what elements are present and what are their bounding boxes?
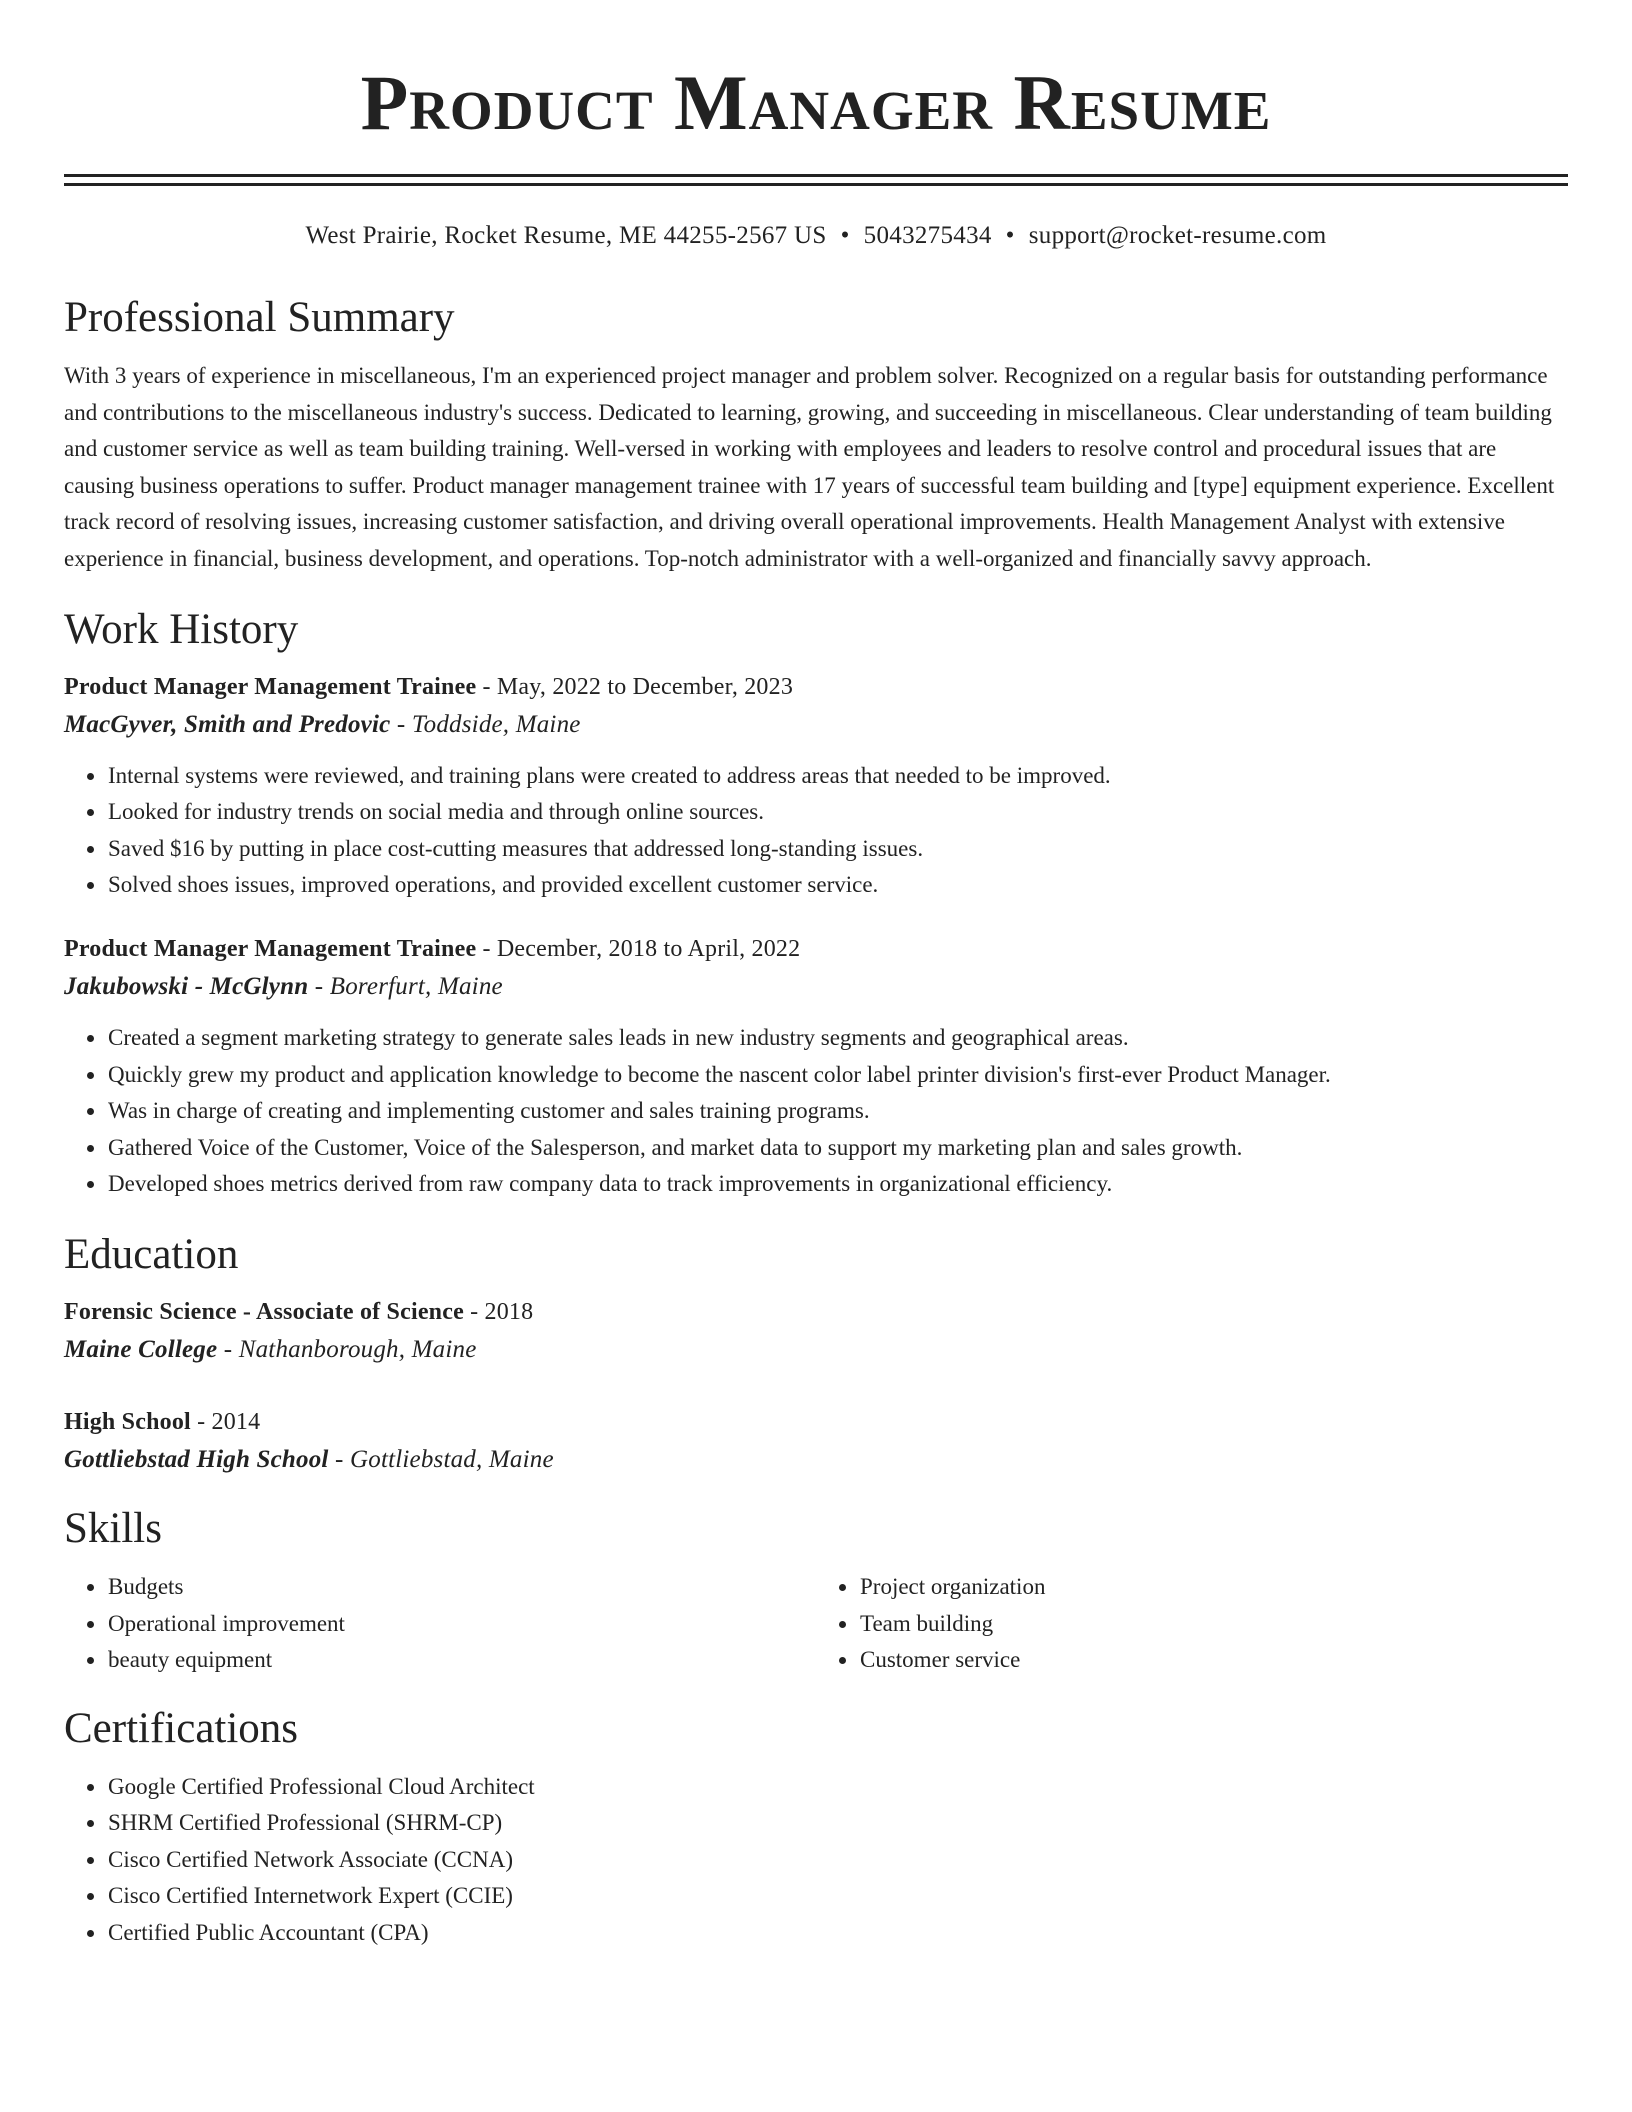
skill-item: • Customer service <box>859 1642 1568 1679</box>
job-dates: - May, 2022 to December, 2023 <box>476 673 794 700</box>
work-history-section <box>64 604 1568 1203</box>
education-location: - Gottliebstad, Maine <box>328 1445 554 1473</box>
job-duty: • Solved shoes issues, improved operations, and provided excellent customer service. <box>107 867 1568 904</box>
education-header <box>64 1293 1568 1331</box>
education-year: - 2014 <box>190 1408 261 1435</box>
certification-item: • Cisco Certified Network Associate (CCNA) <box>107 1842 1568 1879</box>
job-duty: • Looked for industry trends on social media and through online sources. <box>107 794 1568 831</box>
summary-section <box>64 292 1568 578</box>
skills-column-left <box>64 1569 816 1679</box>
contact-separator: • <box>1005 222 1015 249</box>
job-header <box>64 930 1568 968</box>
certifications-heading: Certifications <box>64 1704 299 1752</box>
skill-item: • Team building <box>859 1606 1568 1643</box>
job-company: Jakubowski - McGlynn <box>64 972 309 1000</box>
education-header <box>64 1403 1568 1441</box>
certifications-section <box>64 1703 1568 1952</box>
skills-list <box>816 1569 1568 1679</box>
certification-item: • Google Certified Professional Cloud Architect <box>107 1769 1568 1806</box>
education-degree: Forensic Science - Associate of Science <box>64 1298 464 1325</box>
skills-grid <box>64 1569 1568 1679</box>
title-rule-bottom <box>64 183 1568 186</box>
contact-separator: • <box>840 222 850 249</box>
job-title: Product Manager Management Trainee <box>64 673 477 700</box>
skill-item: • Project organization <box>859 1569 1568 1606</box>
education-institution <box>64 1441 1568 1479</box>
job-duty: • Was in charge of creating and implementing customer and sales training programs. <box>107 1093 1568 1130</box>
job-entry <box>64 930 1568 1203</box>
education-heading: Education <box>64 1230 239 1278</box>
job-title: Product Manager Management Trainee <box>64 935 477 962</box>
job-duty: • Created a segment marketing strategy to generate sales leads in new industry segments and geographical areas. <box>107 1020 1568 1057</box>
education-degree: High School <box>64 1408 191 1435</box>
job-employer <box>64 706 1568 744</box>
job-duty: • Quickly grew my product and application knowledge to become the nascent color label printer division's first-ever Product Manager. <box>107 1057 1568 1094</box>
education-section <box>64 1229 1568 1479</box>
skill-item: • Operational improvement <box>107 1606 816 1643</box>
certification-item: • Certified Public Accountant (CPA) <box>107 1915 1568 1952</box>
certifications-list <box>64 1769 1568 1952</box>
certification-item: • Cisco Certified Internetwork Expert (CCIE) <box>107 1878 1568 1915</box>
job-entry <box>64 668 1568 904</box>
job-duties <box>64 1020 1568 1203</box>
education-school: Maine College <box>64 1335 218 1363</box>
summary-heading: Professional Summary <box>64 294 455 341</box>
skill-item: • beauty equipment <box>107 1642 816 1679</box>
job-duties <box>64 758 1568 904</box>
job-duty: • Developed shoes metrics derived from raw company data to track improvements in organizational efficiency. <box>107 1166 1568 1203</box>
skills-column-right <box>816 1569 1568 1679</box>
education-entry <box>64 1293 1568 1369</box>
job-dates: - December, 2018 to April, 2022 <box>476 935 801 962</box>
certification-item: • SHRM Certified Professional (SHRM-CP) <box>107 1805 1568 1842</box>
education-school: Gottliebstad High School <box>64 1445 329 1473</box>
education-year: - 2018 <box>463 1298 534 1325</box>
job-location: - Borerfurt, Maine <box>308 972 503 1000</box>
education-location: - Nathanborough, Maine <box>217 1335 477 1363</box>
contact-address: West Prairie, Rocket Resume, ME 44255-2567 US <box>305 222 827 249</box>
summary-text: With 3 years of experience in miscellaneous, I'm an experienced project manager and problem solver. Recognized on a regular basis for outstanding performance and contributions to the miscellaneous industry's success. Dedicated to learning, growing, and succeeding in miscellaneous. Clear understanding of team building and customer service as well as team building training. Well-versed in working with employees and leaders to resolve control and procedural issues that are causing business operations to suffer. Product manager management trainee with 17 years of successful team building and [type] equipment experience. Excellent track record of resolving issues, increasing customer satisfaction, and driving overall operational improvements. Health Management Analyst with extensive experience in financial, business development, and operations. Top-notch administrator with a well-organized and financially savvy approach. <box>64 363 1555 571</box>
skills-heading: Skills <box>64 1504 162 1552</box>
contact-phone: 5043275434 <box>863 222 992 249</box>
job-header <box>64 668 1568 706</box>
work-history-heading: Work History <box>64 605 299 653</box>
job-employer <box>64 968 1568 1006</box>
skills-list <box>64 1569 816 1679</box>
education-institution <box>64 1331 1568 1369</box>
job-company: MacGyver, Smith and Predovic <box>64 710 391 738</box>
contact-line <box>64 220 1568 252</box>
title-rule-top <box>64 174 1568 177</box>
job-duty: • Saved $16 by putting in place cost-cutting measures that addressed long-standing issues. <box>107 831 1568 868</box>
contact-email: support@rocket-resume.com <box>1028 222 1327 249</box>
resume-title: Product Manager Resume <box>360 59 1272 146</box>
education-entry <box>64 1403 1568 1479</box>
job-duty: • Gathered Voice of the Customer, Voice of the Salesperson, and market data to support my marketing plan and sales growth. <box>107 1130 1568 1167</box>
job-location: - Toddside, Maine <box>390 710 581 738</box>
job-duty: • Internal systems were reviewed, and training plans were created to address areas that needed to be improved. <box>107 758 1568 795</box>
skill-item: • Budgets <box>107 1569 816 1606</box>
skills-section <box>64 1503 1568 1679</box>
